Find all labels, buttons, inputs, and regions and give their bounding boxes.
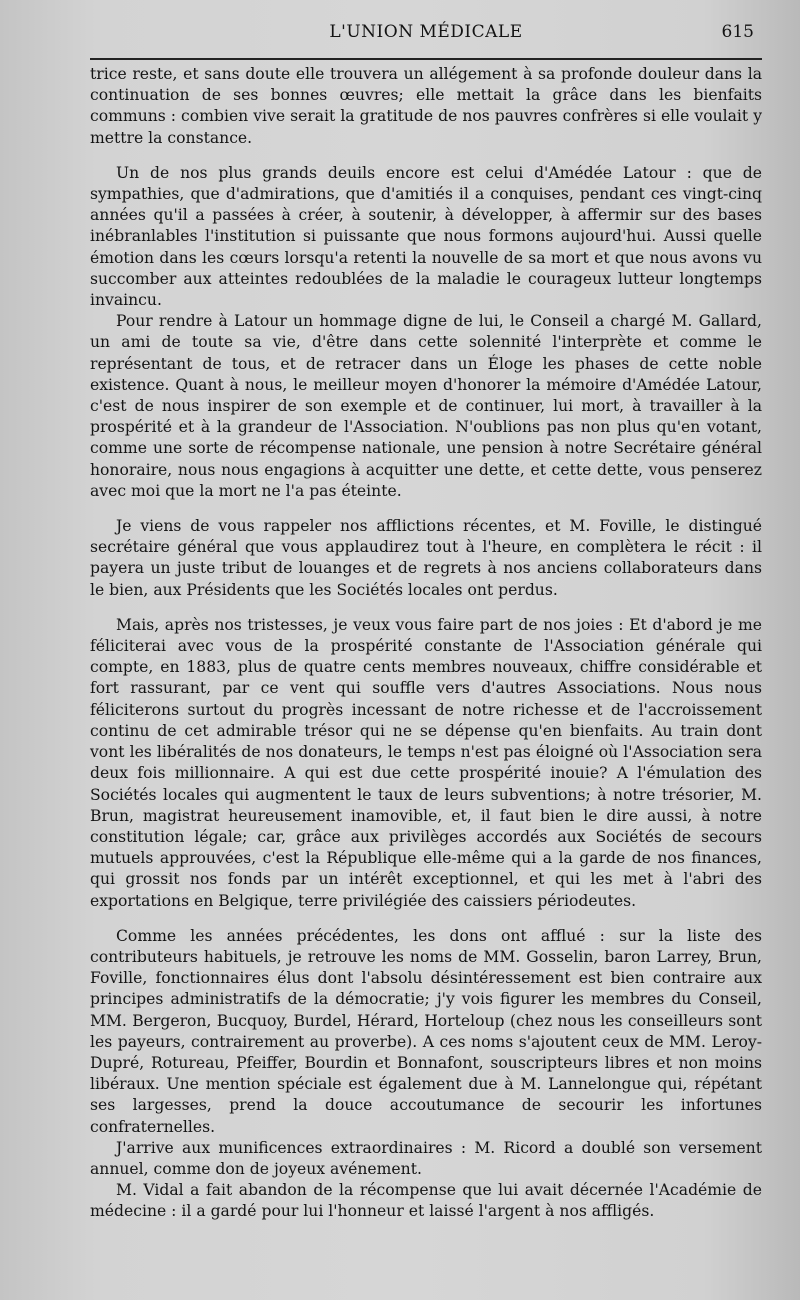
text-body (90, 64, 762, 1223)
page-header (92, 22, 760, 52)
paragraph-continuation: trice reste, et sans doute elle trouvera un allégement à sa profonde douleur dans la continuation de ses bonnes œuvres; elle mettait la grâce dans les bienfaits communs : combien vive serait la gratitude de nos pauvres confrères si elle voulait y mettre la constance. (90, 65, 762, 147)
paragraph-munificences: J'arrive aux munificences extraordinaires : M. Ricord a doublé son versement annuel, comme don de joyeux avénement. (90, 1138, 762, 1178)
page-number: 615 (721, 22, 754, 42)
paragraph-joys: Mais, après nos tristesses, je veux vous faire part de nos joies : Et d'abord je me féliciterai avec vous de la prospérité constante de l'Association générale qui compte, en 1883, plus de quatre cents membres nouveaux, chiffre considérable et fort rassurant, par ce vent qui souffle vers d'autres Associations. Nous nous féliciterons surtout du progrès incessant de notre richesse et de l'accroissement continu de cet admirable trésor qui ne se dépense qu'en bienfaits. Au train dont vont les libéralités de nos donateurs, le temps n'est pas éloigné où l'Association sera deux fois millionnaire. A qui est due cette prospérité inouie? A l'émulation des Sociétés locales qui augmentent le taux de leurs subventions; à notre trésorier, M. Brun, magistrat heureusement inamovible, et, il faut bien le dire aussi, à notre constitution légale; car, grâce aux privilèges accordés aux Sociétés de secours mutuels approuvées, c'est la République elle-même qui a la garde de nos finances, qui grossit nos fonds par un intérêt exceptionnel, et qui les met à l'abri des exportations en Belgique, terre privilégiée des caissiers périodeutes. (90, 615, 762, 910)
paragraph-afflictions: Je viens de vous rappeler nos afflictions récentes, et M. Foville, le distingué secrétaire général que vous applaudirez tout à l'heure, en complètera le récit : il payera un juste tribut de louanges et de regrets à nos anciens collaborateurs dans le bien, aux Présidents que les Sociétés locales ont perdus. (90, 517, 762, 599)
paragraph-donations: Comme les années précédentes, les dons ont afflué : sur la liste des contributeurs habituels, je retrouve les noms de MM. Gosselin, baron Larrey, Brun, Foville, fonctionnaires élus dont l'absolu désintéressement est bien contraire aux principes administratifs de la démocratie; j'y vois figurer les membres du Conseil, MM. Bergeron, Bucquoy, Burdel, Hérard, Horteloup (chez nous les conseilleurs sont les payeurs, contrairement au proverbe). A ces noms s'ajoutent ceux de MM. Leroy-Dupré, Rotureau, Pfeiffer, Bourdin et Bonnafont, souscripteurs libres et non moins libéraux. Une mention spéciale est également due à M. Lannelongue qui, répétant ses largesses, prend la douce accoutumance de secourir les infortunes confraternelles. (90, 926, 762, 1136)
header-rule (90, 58, 762, 60)
paragraph-vidal: M. Vidal a fait abandon de la récompense que lui avait décernée l'Académie de médecine : il a gardé pour lui l'honneur et laissé l'argent à nos affligés. (90, 1181, 762, 1221)
paragraph-latour-homage: Pour rendre à Latour un hommage digne de lui, le Conseil a chargé M. Gallard, un ami de toute sa vie, d'être dans cette solennité l'interprète et comme le représentant de tous, et de retracer dans un Éloge les phases de cette noble existence. Quant à nous, le meilleur moyen d'honorer la mémoire d'Amédée Latour, c'est de nous inspirer de son exemple et de continuer, lui mort, à travailler à la prospérité et à la grandeur de l'Association. N'oublions pas non plus qu'en votant, comme une sorte de récompense nationale, une pension à notre Secrétaire général honoraire, nous nous engagions à acquitter une dette, et cette dette, vous penserez avec moi que la mort ne l'a pas éteinte. (90, 312, 762, 500)
paragraph-latour-mourning: Un de nos plus grands deuils encore est celui d'Amédée Latour : que de sympathies, que d'admirations, que d'amitiés il a conquises, pendant ces vingt-cinq années qu'il a passées à créer, à soutenir, à développer, à affermir sur des bases inébranlables l'institution si puissante que nous formons aujourd'hui. Aussi quelle émotion dans les cœurs lorsqu'a retenti la nouvelle de sa mort et que nous avons vu succomber aux atteintes redoublées de la maladie le courageux lutteur longtemps invaincu. (90, 163, 762, 310)
running-head: L'UNION MÉDICALE (329, 22, 523, 42)
